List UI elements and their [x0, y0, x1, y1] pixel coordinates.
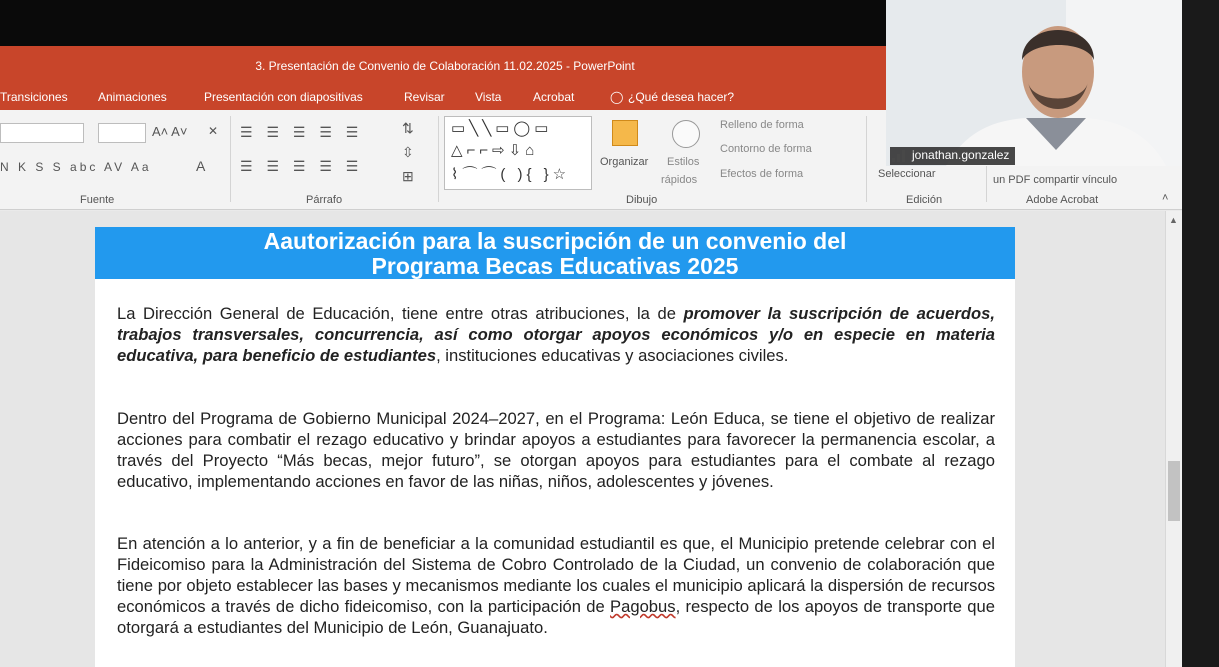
right-dark-edge [1182, 0, 1219, 667]
arrange-icon[interactable] [612, 120, 638, 146]
slide-title-line2: Programa Becas Educativas 2025 [371, 253, 739, 279]
participant-video-icon [886, 0, 1182, 166]
align-buttons-icon[interactable]: ☰ ☰ ☰ ☰ ☰ [240, 158, 364, 174]
group-label-parrafo: Párrafo [306, 194, 343, 206]
participant-name: jonathan.gonzalez [890, 147, 1015, 165]
quick-styles-label-1[interactable]: Estilos [667, 156, 700, 168]
paragraph-1-end: , instituciones educativas y asociaciones civiles. [436, 346, 789, 365]
select-button[interactable]: Seleccionar [878, 168, 936, 180]
webcam-tile [886, 0, 1182, 166]
align-text-icon[interactable]: ⇳ [402, 144, 414, 160]
list-buttons-icon[interactable]: ☰ ☰ ☰ ☰ ☰ [240, 124, 364, 140]
scroll-thumb[interactable] [1168, 461, 1180, 521]
font-size-box[interactable] [98, 123, 146, 143]
tab-vista[interactable]: Vista [475, 90, 502, 104]
group-label-edicion: Edición [906, 194, 943, 206]
pdf-share-link-button[interactable]: un PDF compartir vínculo [993, 174, 1118, 186]
paragraph-1-text: La Dirección General de Educación, tiene entre otras atribuciones, la de [117, 304, 684, 323]
window-title: 3. Presentación de Convenio de Colaboración 11.02.2025 - PowerPoint [255, 59, 635, 73]
group-label-fuente: Fuente [80, 194, 115, 206]
vertical-scrollbar[interactable] [1165, 211, 1182, 667]
arrange-button[interactable]: Organizar [600, 156, 649, 168]
shapes-row-icon: △⌐⌐⇨⇩⌂ [451, 142, 539, 159]
ribbon-separator [866, 116, 867, 202]
tab-animaciones[interactable]: Animaciones [98, 90, 167, 104]
shape-fill-button[interactable]: Relleno de forma [720, 119, 804, 131]
shapes-gallery[interactable] [444, 116, 592, 190]
paragraph-3 [117, 533, 995, 638]
format-buttons-icon[interactable]: N K S S abc AV Aa [0, 160, 152, 174]
font-name-box[interactable] [0, 123, 84, 143]
smartart-icon[interactable]: ⊞ [402, 168, 414, 184]
text-direction-icon[interactable]: ⇅ [402, 120, 414, 136]
paragraph-1-emphasis: promover la suscripción de acuerdos, trabajos transversales, concurrencia, así como otorgar apoyos económicos y/o en especie en materia educativa, para beneficio de estudiantes [117, 304, 995, 365]
paragraph-3-end: , respecto de los apoyos de transporte que otorgará a estudiantes del Municipio de León, Guanajuato. [117, 597, 995, 637]
paragraph-3-pagobus: Pagobus [610, 597, 676, 616]
paragraph-2: Dentro del Programa de Gobierno Municipal 2024–2027, en el Programa: León Educa, se tiene el objetivo de realizar acciones para combatir el rezago educativo y brindar apoyos a estudiantes para favorecer la permanencia escolar, a través del Proyecto “Más becas, mejor futuro”, se otorgan apoyos para estudiantes para el combate al rezago educativo, implementando acciones en favor de las niñas, niños, adolescentes y jóvenes. [117, 409, 995, 491]
ribbon-separator [438, 116, 439, 202]
slide-title-line1: Aautorización para la suscripción de un convenio del [263, 228, 847, 254]
slide-title-banner [95, 227, 1015, 279]
tab-presentacion[interactable]: Presentación con diapositivas [204, 90, 363, 104]
tell-me-search[interactable]: ¿Qué desea hacer? [628, 90, 735, 104]
quick-styles-icon[interactable] [672, 120, 700, 148]
ribbon-separator [230, 116, 231, 202]
group-label-adobe: Adobe Acrobat [1026, 194, 1099, 206]
font-color-icon[interactable]: A [196, 158, 206, 174]
tab-revisar[interactable]: Revisar [404, 90, 445, 104]
tab-transiciones[interactable]: Transiciones [0, 90, 68, 104]
tab-acrobat[interactable]: Acrobat [533, 90, 575, 104]
font-grow-icon[interactable]: A˄ A˅ [152, 124, 188, 139]
paragraph-3-text: En atención a lo anterior, y a fin de beneficiar a la comunidad estudiantil es que, el Municipio pretende celebrar con el Fideicomiso para la Administración del Sistema de Cobro Controlado de la Ciudad, un convenio de colaboración que tiene por objeto establecer las bases y mecanismos mediante los cuales el municipio aplicará la dispersión de recursos económicos a través de dicho fideicomiso, con la participación de [117, 534, 995, 616]
slide-editor [0, 211, 1182, 667]
quick-styles-label-2[interactable]: rápidos [661, 174, 698, 186]
shape-outline-button[interactable]: Contorno de forma [720, 143, 812, 155]
scroll-up-icon[interactable]: ▲ [1169, 215, 1178, 225]
shapes-row-icon: ▭╲╲▭◯▭ [451, 120, 553, 137]
collapse-ribbon-icon[interactable]: ˄ [1162, 192, 1169, 204]
paragraph-1 [117, 303, 995, 366]
shapes-row-icon: ⌇⌒⌒( ){ }☆ [451, 166, 571, 183]
clear-format-icon[interactable]: ✕ [208, 124, 219, 138]
slide-canvas[interactable] [95, 227, 1015, 667]
lightbulb-icon: ◯ [610, 90, 624, 104]
group-label-dibujo: Dibujo [626, 194, 658, 206]
shape-effects-button[interactable]: Efectos de forma [720, 168, 804, 180]
